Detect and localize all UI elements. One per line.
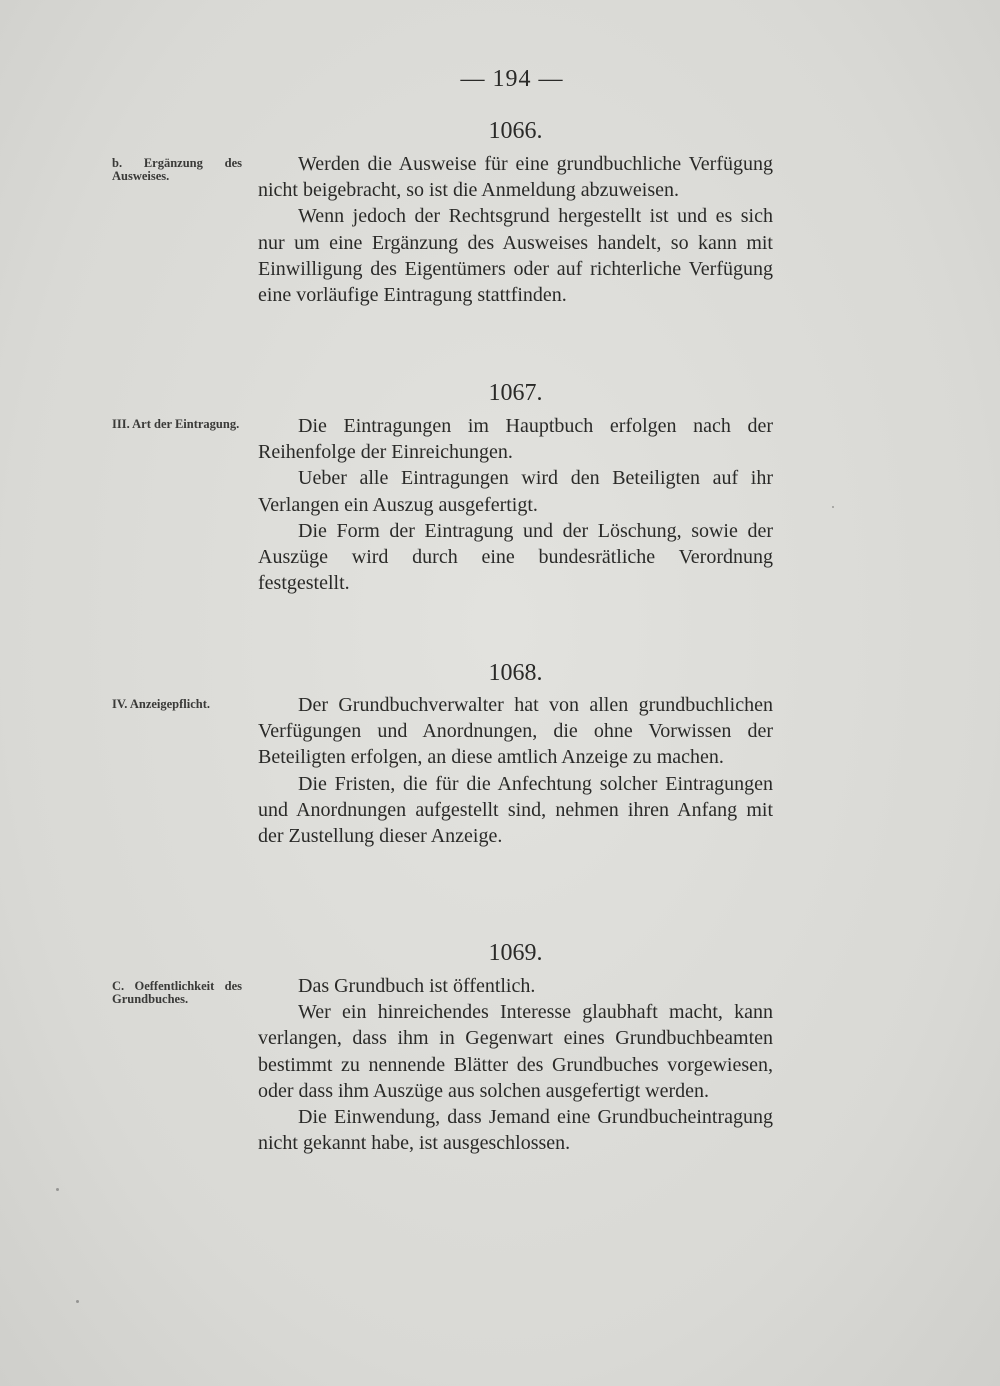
section-number-1068: 1068.	[488, 660, 543, 686]
section-number-1069: 1069.	[488, 940, 543, 966]
margin-note-1068: IV. Anzeigepflicht.	[112, 697, 211, 711]
section-number-1066: 1066.	[488, 118, 543, 144]
margin-note-1069: C. Oeffentlichkeit des Grundbuches.	[112, 979, 242, 1006]
paragraph: Wenn jedoch der Rechtsgrund hergestellt ist und es sich nur um eine Ergänzung des Ausweises handelt, so kann mit Einwilligung des Eigentümers oder auf richterliche Verfügung eine vorläufige Eintragung stattfinden.	[258, 205, 773, 307]
paper-speck	[76, 1300, 79, 1303]
section-number-1067: 1067.	[488, 380, 543, 406]
section-body-1066	[258, 151, 773, 308]
paragraph: Die Form der Eintragung und der Löschung, sowie der Auszüge wird durch eine bundesrätliche Verordnung festgestellt.	[258, 519, 773, 595]
page-number: — 194 —	[460, 66, 564, 92]
section-body-1068	[258, 692, 773, 849]
section-body-1069	[258, 973, 773, 1156]
paragraph: Die Eintragungen im Hauptbuch erfolgen nach der Reihenfolge der Einreichungen.	[258, 415, 773, 464]
paper-speck	[56, 1188, 59, 1191]
margin-note-1067: III. Art der Eintragung.	[112, 417, 240, 431]
paragraph: Der Grundbuchverwalter hat von allen grundbuchlichen Verfügungen und Anordnungen, die ohne Vorwissen der Beteiligten erfolgen, an diese amtlich Anzeige zu machen.	[258, 694, 773, 769]
paragraph: Wer ein hinreichendes Interesse glaubhaft macht, kann verlangen, dass ihm in Gegenwart eines Grundbuchbeamten bestimmt zu nennende Blätter des Grundbuches vorgewiesen, oder dass ihm Auszüge aus solchen ausgefertigt werden.	[258, 1001, 773, 1102]
paragraph: Die Einwendung, dass Jemand eine Grundbucheintragung nicht gekannt habe, ist ausgeschlossen.	[258, 1106, 773, 1155]
paragraph: Ueber alle Eintragungen wird den Beteiligten auf ihr Verlangen ein Auszug ausgefertigt.	[258, 467, 773, 516]
paper-speck	[832, 506, 834, 508]
paragraph: Werden die Ausweise für eine grundbuchliche Verfügung nicht beigebracht, so ist die Anmeldung abzuweisen.	[258, 153, 773, 202]
margin-note-1066: b. Ergänzung des Ausweises.	[112, 156, 242, 183]
paragraph: Die Fristen, die für die Anfechtung solcher Eintragungen und Anordnungen aufgestellt sind, nehmen ihren Anfang mit der Zustellung dieser Anzeige.	[258, 772, 773, 848]
paragraph: Das Grundbuch ist öffentlich.	[298, 975, 536, 997]
section-body-1067	[258, 413, 773, 596]
